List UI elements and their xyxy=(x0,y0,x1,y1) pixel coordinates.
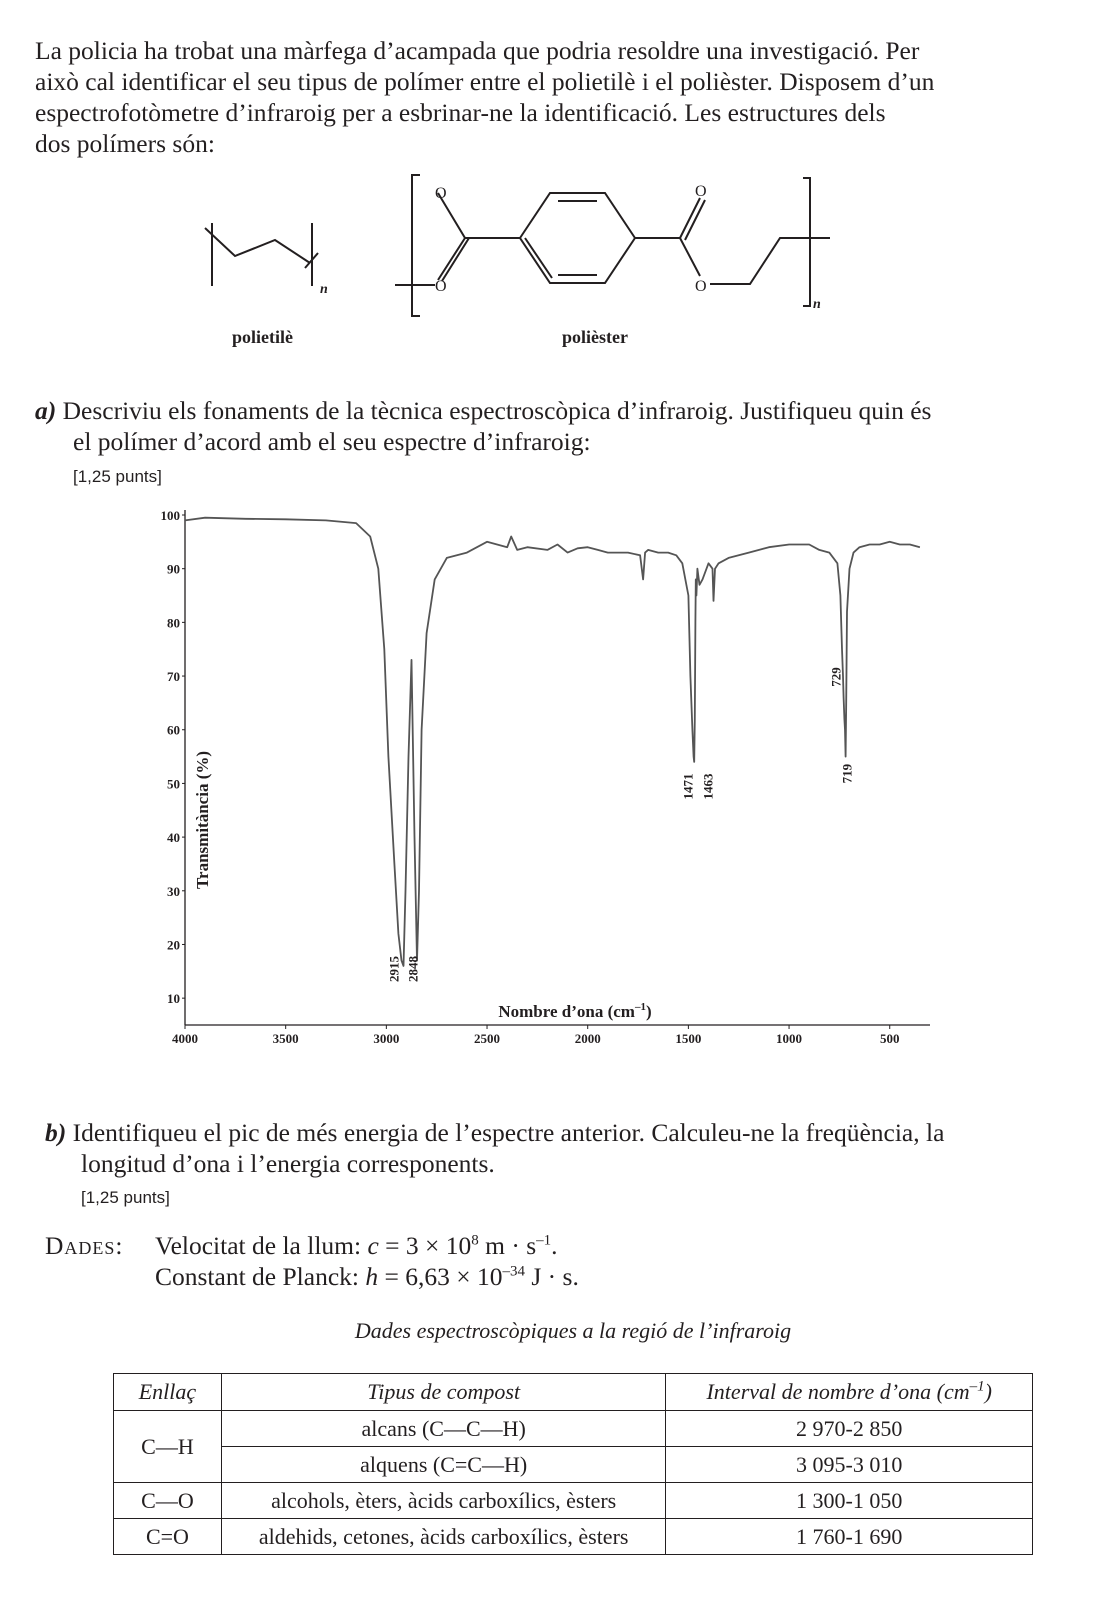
planck-unit: J · s. xyxy=(525,1262,579,1291)
y-tick-label: 60 xyxy=(167,722,180,738)
header-bond: Enllaç xyxy=(114,1374,222,1411)
light-speed-unit-exponent: –1 xyxy=(536,1232,552,1249)
x-tick-label: 2500 xyxy=(474,1031,501,1046)
spectrum-line xyxy=(185,518,920,966)
header-range-exponent: –1 xyxy=(969,1378,985,1395)
peak-label: 719 xyxy=(839,763,855,784)
table-row xyxy=(114,1447,1033,1483)
dades-label: Dades: xyxy=(45,1231,124,1260)
range-cell: 2 970-2 850 xyxy=(666,1411,1033,1447)
peak-label: 1463 xyxy=(700,773,716,800)
intro-line-1: La policia ha trobat una màrfega d’acampada que podria resoldre una investigació. Per xyxy=(35,36,920,65)
y-tick-label: 10 xyxy=(167,991,180,1007)
polyethylene-n: n xyxy=(320,282,328,297)
x-tick-label: 3500 xyxy=(272,1031,299,1046)
polyethylene-chain xyxy=(205,228,318,268)
ir-data-table xyxy=(113,1373,1033,1555)
y-tick-label: 50 xyxy=(167,776,180,792)
x-axis-label: Nombre d’ona $(cm^{-1})$ xyxy=(498,1001,652,1021)
peak-label: 2915 xyxy=(386,956,402,983)
question-b-line-2: longitud d’ona i l’energia corresponents. xyxy=(81,1149,495,1178)
question-a-label: a) xyxy=(35,396,57,425)
question-a-points: [1,25 punts] xyxy=(73,467,162,486)
light-speed-symbol: c xyxy=(367,1231,379,1260)
light-speed-unit: m · s xyxy=(478,1231,537,1260)
polymer-structures xyxy=(190,168,870,358)
compound-cell: alcans (C—C—H) xyxy=(221,1411,666,1447)
table-row xyxy=(114,1483,1033,1519)
light-speed-exponent: 8 xyxy=(471,1232,479,1249)
compound-cell: alquens (C=C—H) xyxy=(221,1447,666,1483)
range-cell: 1 760-1 690 xyxy=(666,1519,1033,1555)
question-b-points: [1,25 punts] xyxy=(81,1188,170,1207)
y-tick-label: 90 xyxy=(167,561,180,577)
table-caption: Dades espectroscòpiques a la regió de l’infraroig xyxy=(354,1318,792,1343)
range-cell: 3 095-3 010 xyxy=(666,1447,1033,1483)
question-a-line-2: el polímer d’acord amb el seu espectre d’infraroig: xyxy=(73,427,591,456)
polyester-oxygen-2: O xyxy=(435,278,447,295)
y-tick-label: 40 xyxy=(167,830,180,846)
table-header-row xyxy=(114,1374,1033,1411)
peak-label: 2848 xyxy=(405,956,421,983)
planck-symbol: h xyxy=(365,1262,379,1291)
x-tick-label: 4000 xyxy=(172,1031,198,1046)
range-cell: 1 300-1 050 xyxy=(666,1483,1033,1519)
light-speed-label: Velocitat de la llum: xyxy=(155,1231,368,1260)
polyester-structure xyxy=(395,175,830,316)
y-tick-label: 20 xyxy=(167,937,180,953)
compound-cell: aldehids, cetones, àcids carboxílics, èsters xyxy=(221,1519,666,1555)
y-tick-label: 70 xyxy=(167,669,180,685)
intro-line-2: això cal identificar el seu tipus de polímer entre el polietilè i el polièster. Disposem d’un xyxy=(35,67,935,96)
dades-block xyxy=(45,1230,1045,1292)
polyester-right-bracket xyxy=(803,178,810,306)
polyester-left-ester xyxy=(438,193,469,281)
intro-paragraph xyxy=(35,35,1035,159)
planck-value: = 6,63 × 10 xyxy=(378,1262,503,1291)
bond-cell: C—O xyxy=(114,1483,222,1519)
planck-exponent: –34 xyxy=(502,1263,525,1280)
y-tick-label: 80 xyxy=(167,615,180,631)
x-tick-label: 2000 xyxy=(574,1031,601,1046)
polyester-oxygen-4: O xyxy=(695,278,707,295)
header-range xyxy=(666,1374,1033,1411)
y-tick-label: 100 xyxy=(160,508,180,523)
question-b-label: b) xyxy=(45,1118,67,1147)
benzene-ring xyxy=(520,193,635,283)
polyethylene-structure xyxy=(205,223,318,286)
polyester-left-bracket xyxy=(412,175,420,316)
y-axis-label: Transmitància (%) xyxy=(193,750,212,890)
x-tick-label: 1500 xyxy=(675,1031,702,1046)
header-compound: Tipus de compost xyxy=(221,1374,666,1411)
bond-cell: C=O xyxy=(114,1519,222,1555)
polyester-right-ester xyxy=(680,198,830,284)
peak-label: 729 xyxy=(828,667,844,687)
polyethylene-label: polietilè xyxy=(232,327,293,347)
question-a xyxy=(35,395,1045,457)
header-range-text: Interval de nombre d’ona (cm xyxy=(706,1379,970,1404)
question-a-line-1: Descriviu els fonaments de la tècnica espectroscòpica d’infraroig. Justifiqueu quin és xyxy=(62,396,932,425)
intro-line-4: dos polímers són: xyxy=(35,129,215,158)
light-speed-value: = 3 × 10 xyxy=(378,1231,472,1260)
intro-line-3: espectrofotòmetre d’infraroig per a esbrinar-ne la identificació. Les estructures dels xyxy=(35,98,886,127)
question-b xyxy=(45,1117,1055,1179)
ir-spectrum-chart xyxy=(140,500,960,1060)
planck-label: Constant de Planck: xyxy=(155,1262,366,1291)
polyester-n: n xyxy=(813,297,821,312)
compound-cell: alcohols, èters, àcids carboxílics, èsters xyxy=(221,1483,666,1519)
polyester-oxygen-3: O xyxy=(695,183,707,200)
table-row xyxy=(114,1519,1033,1555)
light-speed-end: . xyxy=(551,1231,558,1260)
table-row xyxy=(114,1411,1033,1447)
x-tick-label: 1000 xyxy=(776,1031,803,1046)
question-b-line-1: Identifiqueu el pic de més energia de l’espectre anterior. Calculeu-ne la freqüència, la xyxy=(72,1118,945,1147)
polyester-label: polièster xyxy=(562,327,628,347)
peak-label: 1471 xyxy=(680,773,696,800)
polyester-oxygen-1: O xyxy=(435,185,447,202)
y-tick-label: 30 xyxy=(167,883,180,899)
x-tick-label: 3000 xyxy=(373,1031,400,1046)
header-range-end: ) xyxy=(984,1379,992,1404)
x-tick-label: 500 xyxy=(879,1031,900,1046)
bond-cell: C—H xyxy=(114,1411,222,1483)
